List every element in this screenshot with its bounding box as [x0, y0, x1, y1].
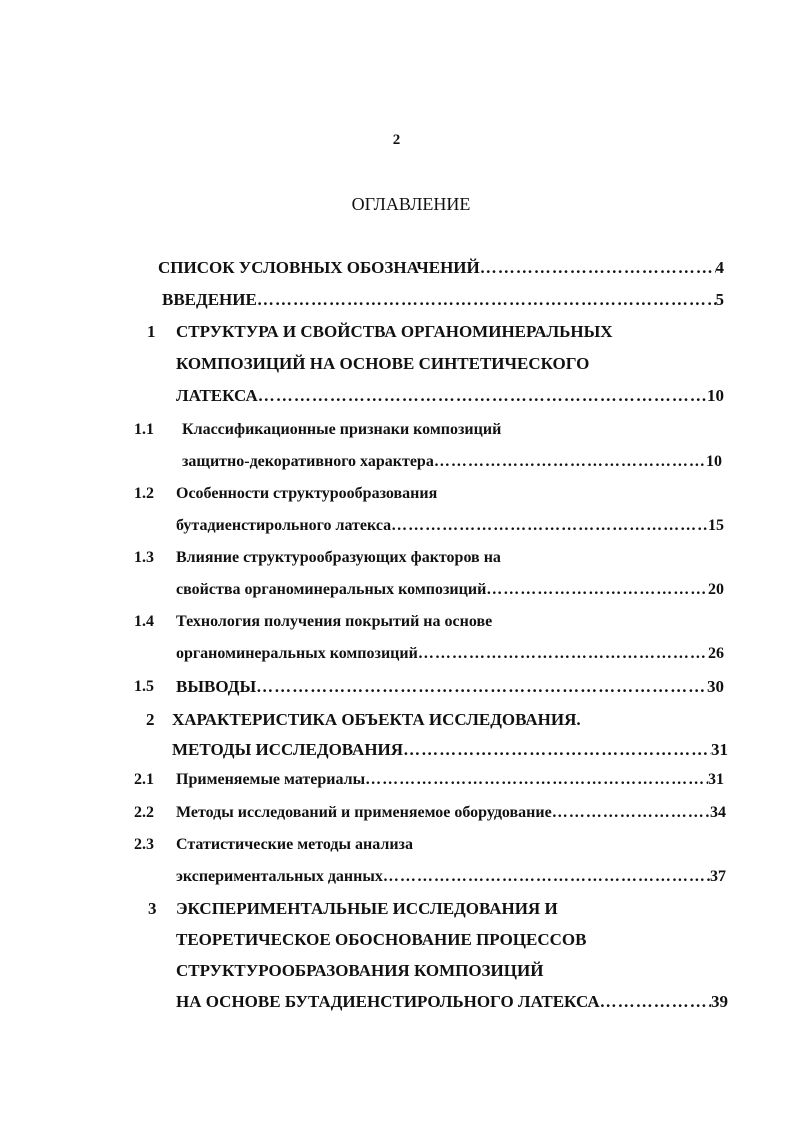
toc-entry-number: 1.5	[134, 678, 154, 695]
toc-entry-title: Статистические методы анализа	[176, 836, 413, 853]
toc-entry-title: СТРУКТУРА И СВОЙСТВА ОРГАНОМИНЕРАЛЬНЫХ	[176, 322, 613, 341]
toc-entry-abbreviations	[158, 256, 724, 280]
toc-entry-line	[176, 801, 726, 825]
toc-entry-title: ЭКСПЕРИМЕНТАЛЬНЫЕ ИССЛЕДОВАНИЯ И	[176, 899, 558, 918]
toc-entry-page: 4	[715, 258, 724, 277]
toc-entry-line	[172, 738, 728, 762]
toc-entry-page: 30	[707, 677, 724, 696]
toc-entry-line	[182, 450, 722, 474]
toc-entry-introduction	[162, 288, 724, 312]
toc-entry-title: экспериментальных данных	[176, 868, 383, 885]
toc-entry-line	[176, 384, 724, 408]
toc-entry-page: 37	[710, 868, 726, 885]
toc-entry-title: Особенности структурообразования	[176, 485, 438, 502]
toc-entry-page: 5	[715, 290, 724, 309]
toc-entry-title: МЕТОДЫ ИССЛЕДОВАНИЯ	[172, 740, 404, 759]
toc-entry-title: ВВЕДЕНИЕ	[162, 290, 257, 309]
toc-leader-dots	[403, 738, 711, 762]
toc-entry-line	[176, 482, 437, 506]
page-number: 2	[392, 132, 401, 148]
toc-entry-page: 15	[708, 517, 724, 534]
toc-leader-dots	[258, 384, 707, 408]
toc-entry-line	[182, 418, 501, 442]
toc-leader-dots	[486, 578, 708, 602]
toc-entry-title: НА ОСНОВЕ БУТАДИЕНСТИРОЛЬНОГО ЛАТЕКСА	[176, 992, 600, 1011]
toc-leader-dots	[257, 288, 716, 312]
toc-entry-number: 2.3	[134, 836, 154, 853]
toc-entry-number: 1	[147, 322, 156, 341]
toc-leader-dots	[256, 675, 707, 699]
toc-leader-dots	[391, 514, 708, 538]
toc-entry-page: 26	[708, 645, 724, 662]
toc-leader-dots	[552, 801, 710, 825]
toc-entry-number: 1.2	[134, 485, 154, 502]
toc-entry-number: 2.2	[134, 804, 154, 821]
toc-entry-page: 31	[708, 771, 724, 788]
toc-entry-line	[176, 642, 724, 666]
toc-entry-line	[176, 578, 724, 602]
toc-entry-title: ЛАТЕКСА	[176, 386, 258, 405]
toc-entry-line	[176, 610, 492, 634]
toc-leader-dots	[383, 865, 710, 889]
toc-leader-dots	[418, 642, 708, 666]
toc-entry-page: 20	[708, 581, 724, 598]
toc-entry-title: Методы исследований и применяемое оборудование	[176, 804, 552, 821]
toc-entry-title: защитно-декоративного характера	[182, 453, 434, 470]
toc-entry-title: Влияние структурообразующих факторов на	[176, 549, 501, 566]
toc-entry-line	[176, 514, 724, 538]
toc-entry-conclusions	[176, 675, 724, 699]
toc-entry-line	[176, 990, 728, 1014]
toc-entry-line	[176, 897, 558, 921]
toc-entry-line	[176, 768, 724, 792]
toc-entry-title: Применяемые материалы	[176, 771, 366, 788]
toc-entry-title: органоминеральных композиций	[176, 645, 418, 662]
toc-entry-number: 2	[146, 710, 155, 729]
toc-entry-title: бутадиенстирольного латекса	[176, 517, 392, 534]
toc-entry-page: 39	[711, 992, 728, 1011]
toc-leader-dots	[600, 990, 711, 1014]
toc-entry-title: Классификационные признаки композиций	[182, 421, 502, 438]
toc-entry-number: 1.4	[134, 613, 154, 630]
toc-entry-line	[176, 959, 543, 983]
toc-entry-title: ТЕОРЕТИЧЕСКОЕ ОБОСНОВАНИЕ ПРОЦЕССОВ	[176, 930, 587, 949]
toc-entry-title: КОМПОЗИЦИЙ НА ОСНОВЕ СИНТЕТИЧЕСКОГО	[176, 354, 590, 373]
toc-entry-line	[176, 546, 501, 570]
toc-entry-line	[176, 352, 589, 376]
toc-entry-title: ХАРАКТЕРИСТИКА ОБЪЕКТА ИССЛЕДОВАНИЯ.	[172, 710, 581, 729]
toc-entry-line	[176, 865, 726, 889]
toc-leader-dots	[480, 256, 716, 280]
toc-entry-title: СТРУКТУРООБРАЗОВАНИЯ КОМПОЗИЦИЙ	[176, 961, 544, 980]
toc-entry-number: 1.3	[134, 549, 154, 566]
toc-entry-page: 34	[710, 804, 726, 821]
toc-entry-line	[176, 320, 613, 344]
toc-entry-number: 3	[148, 899, 157, 918]
toc-entry-number: 2.1	[134, 771, 154, 788]
toc-title: ОГЛАВЛЕНИЕ	[351, 194, 471, 214]
toc-entry-number: 1.1	[134, 421, 154, 438]
toc-entry-title: ВЫВОДЫ	[176, 677, 257, 696]
toc-leader-dots	[434, 450, 706, 474]
toc-leader-dots	[365, 768, 708, 792]
toc-entry-line	[176, 833, 413, 857]
toc-entry-title: свойства органоминеральных композиций	[176, 581, 487, 598]
toc-entry-page: 10	[706, 453, 722, 470]
toc-entry-page: 10	[707, 386, 724, 405]
toc-entry-title: СПИСОК УСЛОВНЫХ ОБОЗНАЧЕНИЙ	[158, 258, 480, 277]
toc-entry-line	[172, 708, 581, 732]
toc-entry-line	[176, 928, 586, 952]
toc-entry-page: 31	[711, 740, 728, 759]
toc-entry-title: Технология получения покрытий на основе	[176, 613, 493, 630]
